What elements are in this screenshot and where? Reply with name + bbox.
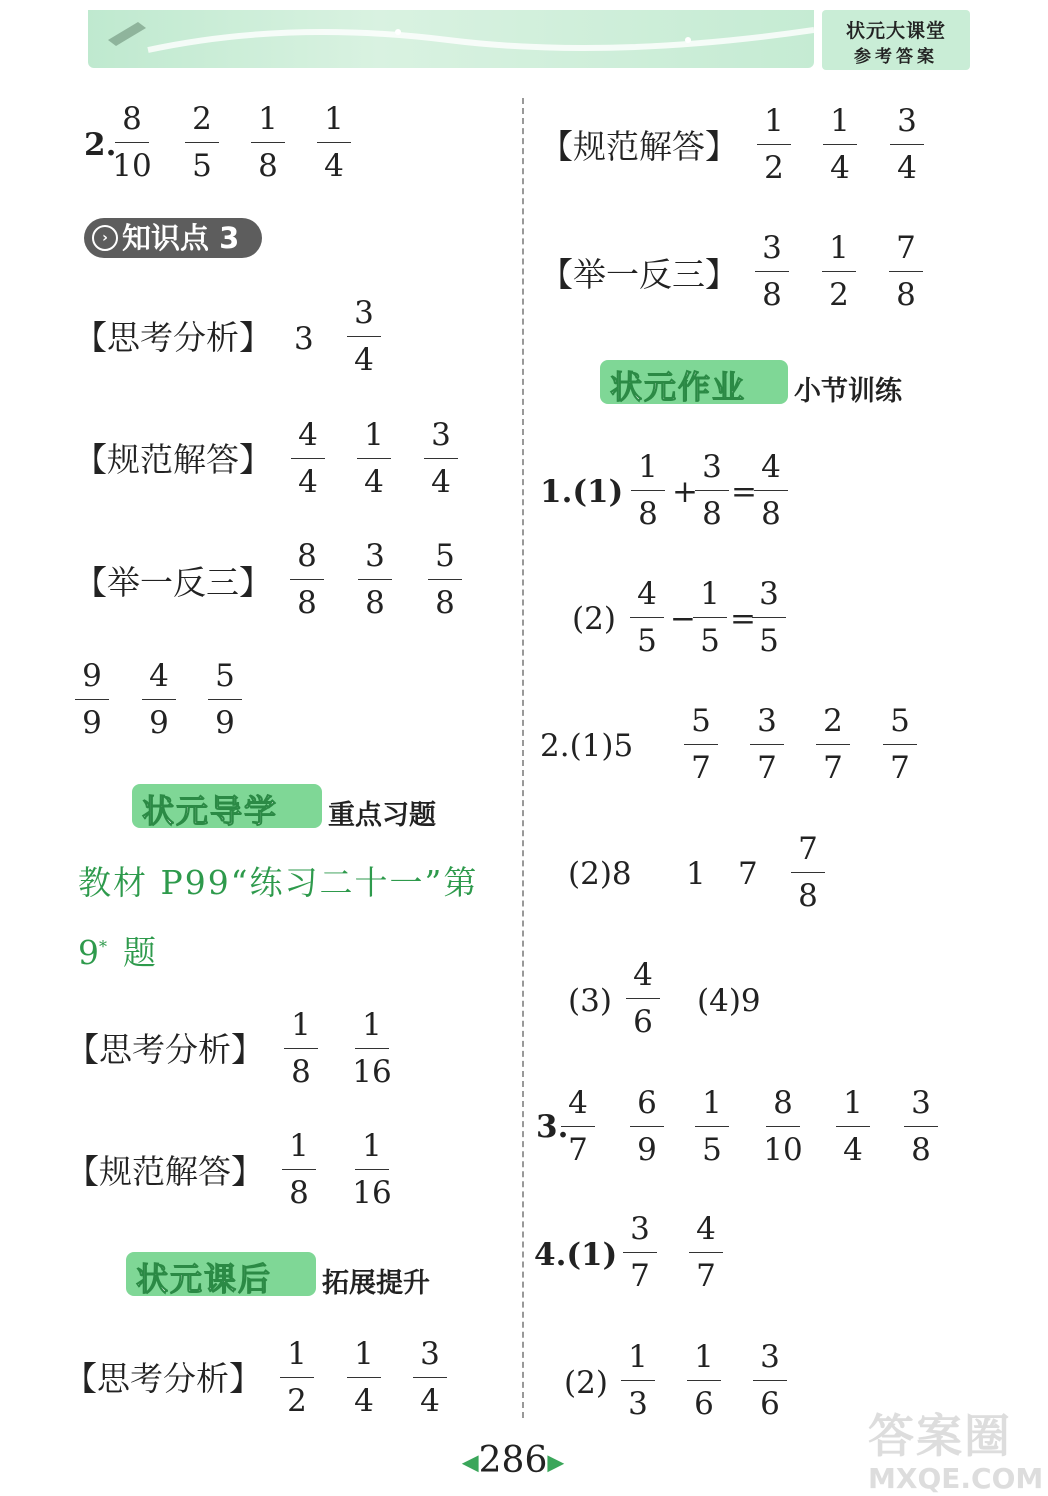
- fraction: 1 16: [352, 1007, 392, 1090]
- fraction: 8 10: [112, 101, 152, 184]
- page-number: ◀286▶: [461, 1440, 565, 1481]
- think-analysis-label: 【思考分析】: [66, 1030, 264, 1069]
- triangle-left-icon: ◀: [461, 1450, 479, 1476]
- fraction: 3 8: [901, 1088, 941, 1166]
- banner-subtitle: 重点习题: [328, 800, 436, 831]
- fraction: 3 4: [410, 1339, 450, 1417]
- q1-2-label: (2): [572, 601, 616, 637]
- fraction: 4 8: [751, 452, 791, 530]
- q1-1-label: 1.(1): [540, 474, 624, 510]
- watermark: 答案圈 MXQE.COM: [868, 1409, 1044, 1495]
- banner-subtitle: 小节训练: [794, 376, 902, 407]
- q2-label: 2.: [84, 127, 117, 163]
- q2-4-answer: (4)9: [697, 983, 761, 1019]
- fraction: 1 4: [344, 1339, 384, 1417]
- fraction: 1 2: [277, 1339, 317, 1417]
- header-decoration: [88, 10, 814, 68]
- fraction: 1 4: [820, 106, 860, 184]
- fraction: 1 8: [628, 452, 668, 530]
- extend-label: 【举一反三】: [74, 563, 272, 602]
- fraction: 1 5: [692, 1088, 732, 1166]
- standard-solution-label: 【规范解答】: [540, 127, 738, 166]
- minus-sign: −: [670, 601, 696, 637]
- plus-sign: +: [672, 474, 698, 510]
- header-title: 状元大课堂: [845, 20, 946, 42]
- fraction: 4 4: [288, 420, 328, 498]
- fraction: 1 8: [248, 104, 288, 182]
- banner-title: 状元作业: [610, 368, 747, 406]
- fraction: 3 7: [747, 706, 787, 784]
- answer-whole-number: 3: [294, 321, 314, 357]
- standard-solution-label: 【规范解答】: [66, 1152, 264, 1191]
- equals-sign: =: [730, 601, 756, 637]
- fraction: 4 5: [627, 579, 667, 657]
- fraction: 2 7: [813, 706, 853, 784]
- q3-label: 3.: [536, 1109, 569, 1145]
- q2-1-label: 2.(1)5: [540, 728, 634, 764]
- banner-subtitle: 拓展提升: [322, 1268, 430, 1299]
- header-subtitle: 参考答案: [854, 47, 938, 67]
- fraction: 5 9: [205, 661, 245, 739]
- triangle-right-icon: ▶: [547, 1450, 565, 1476]
- knowledge-point-badge: › 知识点 3: [84, 218, 262, 258]
- fraction: 6 9: [627, 1088, 667, 1166]
- fraction: 1 8: [279, 1131, 319, 1209]
- fraction: 1 3: [618, 1342, 658, 1420]
- standard-solution-label: 【规范解答】: [74, 440, 272, 479]
- fraction: 1 16: [352, 1128, 392, 1211]
- fraction: 9 9: [72, 661, 112, 739]
- fraction: 3 7: [620, 1214, 660, 1292]
- fraction: 8 10: [763, 1085, 803, 1168]
- textbook-reference: 教材 P99“练习二十一”第: [78, 863, 479, 902]
- q4-1-label: 4.(1): [534, 1237, 618, 1273]
- fraction: 1 4: [833, 1088, 873, 1166]
- fraction: 3 6: [750, 1342, 790, 1420]
- fraction: 5 7: [681, 706, 721, 784]
- fraction: 1 2: [754, 106, 794, 184]
- fraction: 4 6: [623, 960, 663, 1038]
- q2-3-label: (3): [568, 983, 612, 1019]
- fraction: 2 5: [182, 104, 222, 182]
- fraction: 1 4: [314, 104, 354, 182]
- fraction: 7 8: [886, 233, 926, 311]
- section-banner-after-class: [126, 1252, 456, 1299]
- q2-2-label: (2)8: [568, 856, 632, 892]
- fraction: 3 4: [344, 298, 384, 376]
- textbook-reference-line2: 9* 题: [78, 933, 156, 972]
- section-banner-homework: [600, 360, 930, 407]
- fraction: 7 8: [788, 834, 828, 912]
- equals-sign: =: [731, 474, 757, 510]
- banner-title: 状元课后: [136, 1260, 273, 1298]
- fraction: 5 8: [425, 541, 465, 619]
- fraction: 1 4: [354, 420, 394, 498]
- fraction: 3 8: [692, 452, 732, 530]
- answer-number: 1: [686, 856, 706, 892]
- fraction: 1 2: [819, 233, 859, 311]
- section-banner-guide: [132, 784, 462, 831]
- fraction: 1 6: [684, 1342, 724, 1420]
- fraction: 4 7: [686, 1214, 726, 1292]
- column-divider: [522, 98, 524, 1418]
- q4-2-label: (2): [564, 1365, 608, 1401]
- arrow-right-icon: ›: [92, 225, 118, 251]
- banner-title: 状元导学: [142, 792, 279, 830]
- fraction: 3 8: [752, 233, 792, 311]
- fraction: 1 8: [281, 1010, 321, 1088]
- think-analysis-label: 【思考分析】: [74, 318, 272, 357]
- fraction: 1 5: [690, 579, 730, 657]
- fraction: 3 8: [355, 541, 395, 619]
- header-title-box: [822, 10, 970, 70]
- answer-number: 7: [738, 856, 758, 892]
- fraction: 4 7: [558, 1088, 598, 1166]
- fraction: 8 8: [287, 541, 327, 619]
- fraction: 3 4: [421, 420, 461, 498]
- fraction: 4 9: [139, 661, 179, 739]
- header-banner: [88, 10, 814, 68]
- extend-label: 【举一反三】: [540, 255, 738, 294]
- think-analysis-label: 【思考分析】: [64, 1359, 262, 1398]
- fraction: 5 7: [880, 706, 920, 784]
- fraction: 3 5: [749, 579, 789, 657]
- fraction: 3 4: [887, 106, 927, 184]
